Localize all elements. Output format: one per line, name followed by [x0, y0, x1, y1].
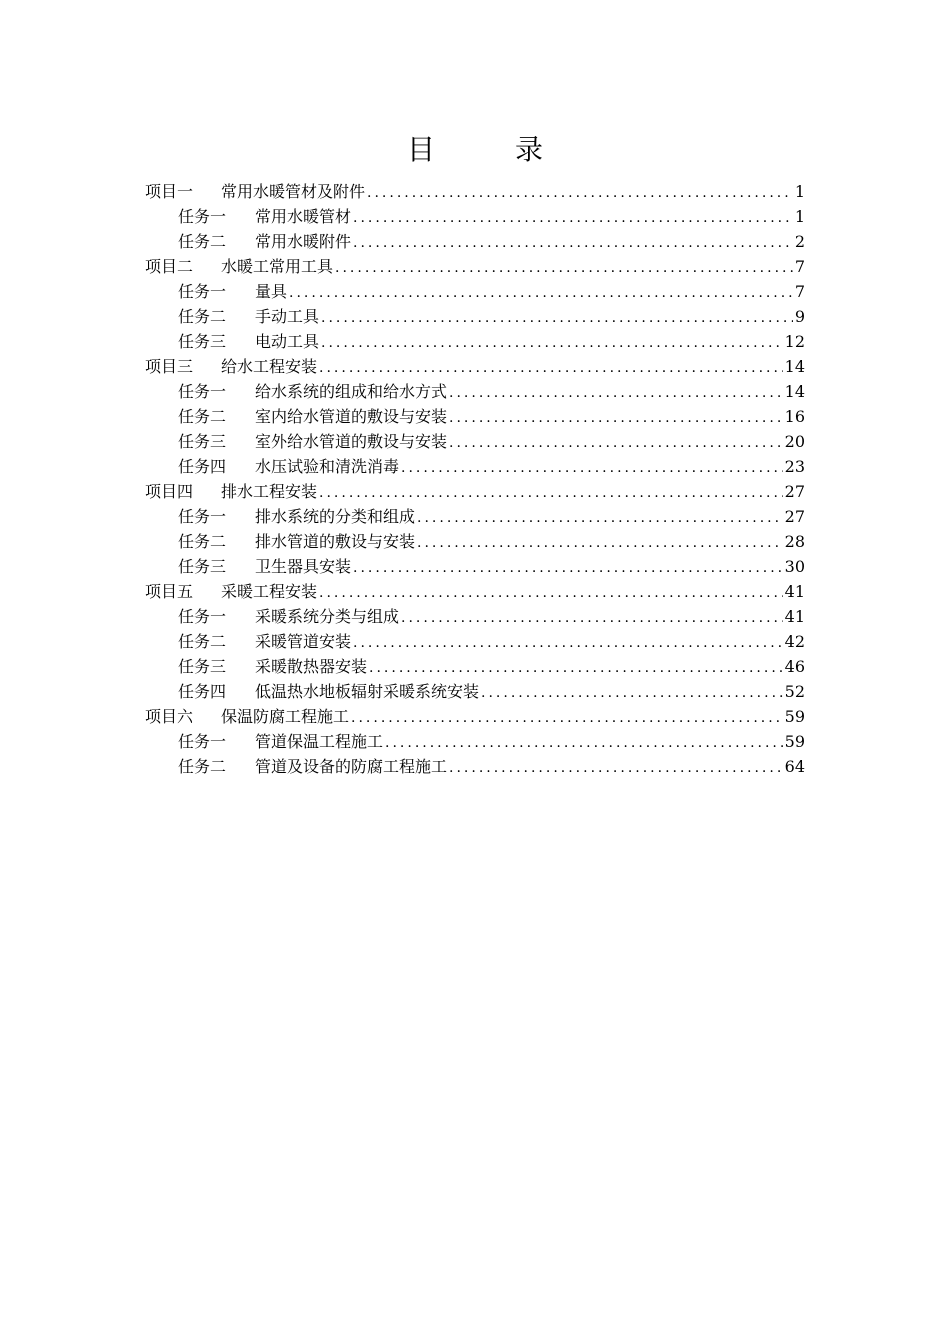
toc-leader-dots: [319, 356, 783, 381]
toc-entry-page-number: 59: [784, 707, 805, 726]
toc-entry-number: 项目四: [145, 482, 194, 501]
toc-entry-label: [145, 579, 317, 604]
toc-title: 目 录: [406, 133, 569, 166]
toc-entry-page-number: 30: [784, 557, 805, 576]
toc-entry-task[interactable]: [145, 729, 805, 754]
toc-entry-title: 室外给水管道的敷设与安装: [255, 432, 448, 451]
toc-entry-label: [178, 604, 399, 629]
toc-entry-page-number: 9: [794, 307, 805, 326]
toc-entry-page-number: 41: [784, 607, 805, 626]
toc-leader-dots: [335, 256, 793, 281]
toc-entry-page-number: 16: [784, 407, 805, 426]
toc-leader-dots: [401, 606, 783, 631]
toc-leader-dots: [417, 531, 783, 556]
toc-entry-page-number: 7: [794, 257, 805, 276]
toc-entry-label: [178, 554, 351, 579]
toc-entry-page-number: 27: [784, 507, 805, 526]
toc-entry-number: 任务四: [178, 682, 227, 701]
toc-entry-title: 采暖工程安装: [221, 582, 318, 601]
toc-entry-title: 量具: [255, 282, 288, 301]
toc-entry-title: 排水系统的分类和组成: [255, 507, 416, 526]
toc-entry-title: 室内给水管道的敷设与安装: [255, 407, 448, 426]
toc-entry-task[interactable]: [145, 429, 805, 454]
toc-entry-task[interactable]: [145, 379, 805, 404]
toc-entry-task[interactable]: [145, 554, 805, 579]
toc-entry-label: [145, 479, 317, 504]
toc-entry-task[interactable]: [145, 504, 805, 529]
toc-entry-task[interactable]: [145, 654, 805, 679]
toc-leader-dots: [321, 306, 793, 331]
toc-entry-task[interactable]: [145, 679, 805, 704]
toc-entry-page-number: 2: [794, 232, 805, 251]
toc-entry-number: 项目六: [145, 707, 194, 726]
toc-entry-title: 卫生器具安装: [255, 557, 352, 576]
toc-entry-task[interactable]: [145, 454, 805, 479]
toc-entry-number: 任务一: [178, 732, 227, 751]
toc-entry-number: 任务三: [178, 557, 227, 576]
toc-leader-dots: [449, 431, 783, 456]
toc-entry-task[interactable]: [145, 279, 805, 304]
toc-entry-title: 水压试验和清洗消毒: [255, 457, 400, 476]
toc-entry-number: 任务三: [178, 432, 227, 451]
toc-entry-label: [145, 254, 333, 279]
toc-leader-dots: [367, 181, 793, 206]
toc-leader-dots: [449, 756, 783, 781]
toc-leader-dots: [401, 456, 783, 481]
toc-entry-label: [178, 379, 447, 404]
toc-leader-dots: [353, 231, 793, 256]
toc-entry-number: 项目五: [145, 582, 194, 601]
toc-entry-title: 常用水暖管材及附件: [221, 182, 366, 201]
toc-entry-label: [145, 354, 317, 379]
toc-entry-title: 采暖管道安装: [255, 632, 352, 651]
toc-entry-number: 任务三: [178, 332, 227, 351]
toc-entry-number: 项目一: [145, 182, 194, 201]
toc-entry-number: 任务二: [178, 407, 227, 426]
toc-entry-task[interactable]: [145, 629, 805, 654]
toc-entry-task[interactable]: [145, 204, 805, 229]
toc-entry-page-number: 14: [784, 382, 805, 401]
toc-entry-label: [178, 404, 447, 429]
toc-entry-task[interactable]: [145, 329, 805, 354]
toc-entry-label: [178, 504, 415, 529]
toc-entry-title: 排水管道的敷设与安装: [255, 532, 416, 551]
toc-leader-dots: [351, 706, 783, 731]
toc-entry-title: 采暖系统分类与组成: [255, 607, 400, 626]
toc-entry-page-number: 52: [784, 682, 805, 701]
toc-entry-label: [178, 329, 319, 354]
toc-leader-dots: [321, 331, 783, 356]
toc-entry-label: [178, 279, 287, 304]
toc-entry-number: 任务一: [178, 507, 227, 526]
toc-leader-dots: [353, 556, 783, 581]
toc-entry-number: 项目三: [145, 357, 194, 376]
toc-entry-page-number: 12: [784, 332, 805, 351]
toc-entry-number: 任务二: [178, 307, 227, 326]
toc-entry-label: [178, 629, 351, 654]
toc-entry-title: 电动工具: [255, 332, 320, 351]
toc-entry-label: [145, 179, 365, 204]
toc-entry-number: 任务一: [178, 607, 227, 626]
toc-entry-number: 任务二: [178, 632, 227, 651]
toc-entry-label: [178, 679, 479, 704]
toc-entry-title: 手动工具: [255, 307, 320, 326]
toc-leader-dots: [417, 506, 783, 531]
toc-entry-title: 低温热水地板辐射采暖系统安装: [255, 682, 480, 701]
toc-entry-project[interactable]: [145, 179, 805, 204]
toc-entry-title: 排水工程安装: [221, 482, 318, 501]
toc-leader-dots: [319, 481, 783, 506]
toc-entry-title: 水暖工常用工具: [221, 257, 334, 276]
toc-entry-title: 管道保温工程施工: [255, 732, 384, 751]
toc-entry-label: [178, 754, 447, 779]
toc-entry-label: [178, 429, 447, 454]
toc-leader-dots: [369, 656, 783, 681]
toc-leader-dots: [449, 406, 783, 431]
toc-entry-page-number: 28: [784, 532, 805, 551]
toc-entry-page-number: 64: [784, 757, 805, 776]
toc-entry-label: [178, 454, 399, 479]
toc-entry-number: 任务一: [178, 207, 227, 226]
toc-entry-page-number: 41: [784, 582, 805, 601]
toc-entry-task[interactable]: [145, 304, 805, 329]
toc-entry-project[interactable]: [145, 479, 805, 504]
toc-entry-label: [178, 229, 351, 254]
toc-entry-label: [178, 529, 415, 554]
toc-leader-dots: [449, 381, 783, 406]
toc-entry-label: [145, 704, 349, 729]
toc-entry-page-number: 1: [794, 182, 805, 201]
toc-entry-task[interactable]: [145, 604, 805, 629]
toc-entry-label: [178, 729, 383, 754]
toc-entry-number: 任务二: [178, 232, 227, 251]
toc-entry-label: [178, 654, 367, 679]
toc-entry-page-number: 7: [794, 282, 805, 301]
toc-leader-dots: [319, 581, 783, 606]
toc-entry-page-number: 14: [784, 357, 805, 376]
toc-entry-title: 常用水暖附件: [255, 232, 352, 251]
toc-entry-project[interactable]: [145, 354, 805, 379]
table-of-contents: [145, 179, 805, 779]
toc-entry-number: 任务二: [178, 757, 227, 776]
toc-entry-number: 任务一: [178, 382, 227, 401]
toc-entry-number: 任务二: [178, 532, 227, 551]
toc-entry-task[interactable]: [145, 229, 805, 254]
toc-entry-title: 采暖散热器安装: [255, 657, 368, 676]
toc-entry-project[interactable]: [145, 254, 805, 279]
toc-leader-dots: [481, 681, 783, 706]
toc-entry-page-number: 1: [794, 207, 805, 226]
toc-entry-label: [178, 304, 319, 329]
toc-entry-page-number: 23: [784, 457, 805, 476]
toc-entry-title: 给水工程安装: [221, 357, 318, 376]
toc-entry-project[interactable]: [145, 704, 805, 729]
toc-entry-title: 给水系统的组成和给水方式: [255, 382, 448, 401]
toc-leader-dots: [353, 206, 793, 231]
toc-entry-page-number: 42: [784, 632, 805, 651]
toc-entry-page-number: 27: [784, 482, 805, 501]
toc-entry-task[interactable]: [145, 404, 805, 429]
toc-entry-page-number: 20: [784, 432, 805, 451]
toc-entry-task[interactable]: [145, 754, 805, 779]
toc-entry-page-number: 46: [784, 657, 805, 676]
toc-entry-number: 任务四: [178, 457, 227, 476]
toc-leader-dots: [385, 731, 783, 756]
toc-entry-number: 任务一: [178, 282, 227, 301]
toc-entry-number: 任务三: [178, 657, 227, 676]
toc-entry-title: 管道及设备的防腐工程施工: [255, 757, 448, 776]
toc-leader-dots: [353, 631, 783, 656]
toc-entry-number: 项目二: [145, 257, 194, 276]
toc-entry-title: 常用水暖管材: [255, 207, 352, 226]
toc-entry-task[interactable]: [145, 529, 805, 554]
toc-entry-project[interactable]: [145, 579, 805, 604]
toc-entry-label: [178, 204, 351, 229]
toc-entry-title: 保温防腐工程施工: [221, 707, 350, 726]
toc-entry-page-number: 59: [784, 732, 805, 751]
toc-leader-dots: [289, 281, 793, 306]
